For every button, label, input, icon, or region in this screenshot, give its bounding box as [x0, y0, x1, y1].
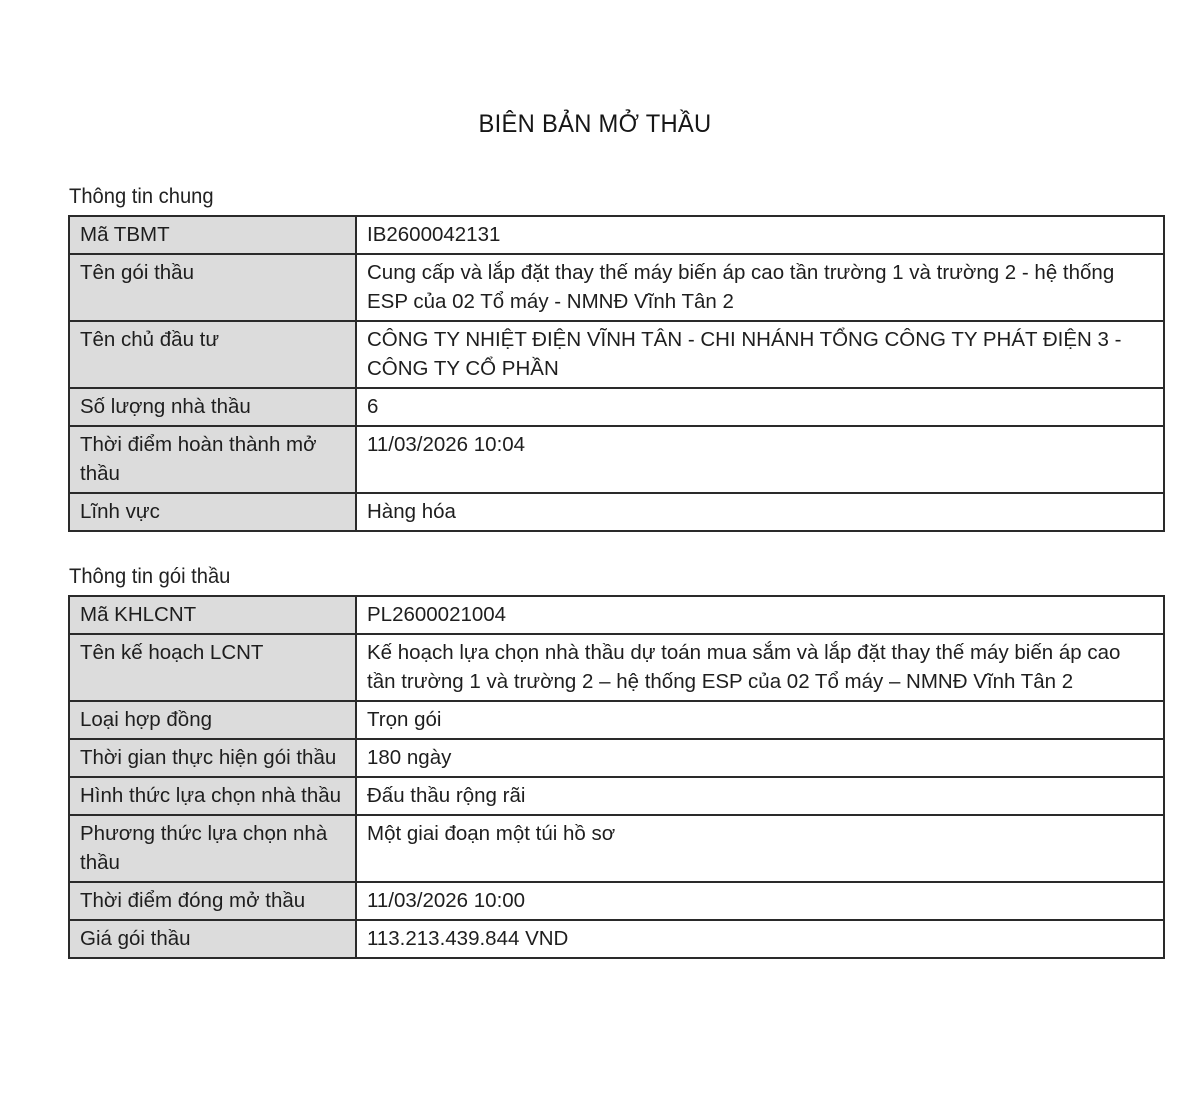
- row-label: Tên chủ đầu tư: [69, 321, 356, 388]
- package-info-table: [68, 595, 1165, 959]
- row-value: 180 ngày: [356, 739, 1164, 777]
- row-label: Thời điểm hoàn thành mở thầu: [69, 426, 356, 493]
- document-title: BIÊN BẢN MỞ THẦU: [478, 110, 712, 138]
- row-value: CÔNG TY NHIỆT ĐIỆN VĨNH TÂN - CHI NHÁNH TỔNG CÔNG TY PHÁT ĐIỆN 3 - CÔNG TY CỔ PHẦN: [356, 321, 1164, 388]
- row-value: Trọn gói: [356, 701, 1164, 739]
- row-label: Số lượng nhà thầu: [69, 388, 356, 426]
- row-label: Mã TBMT: [69, 216, 356, 254]
- table-row-thoi-diem-hoan-thanh: [69, 426, 1164, 493]
- row-label: Loại hợp đồng: [69, 701, 356, 739]
- row-value: 113.213.439.844 VND: [356, 920, 1164, 958]
- table-row-so-luong-nha-thau: [69, 388, 1164, 426]
- row-label: Thời điểm đóng mở thầu: [69, 882, 356, 920]
- package-info-heading: Thông tin gói thầu: [69, 565, 231, 588]
- row-value: 11/03/2026 10:00: [356, 882, 1164, 920]
- row-value: 11/03/2026 10:04: [356, 426, 1164, 493]
- row-value: Cung cấp và lắp đặt thay thế máy biến áp cao tần trường 1 và trường 2 - hệ thống ESP của 02 Tổ máy - NMNĐ Vĩnh Tân 2: [356, 254, 1164, 321]
- table-row-ten-ke-hoach: [69, 634, 1164, 701]
- row-label: Thời gian thực hiện gói thầu: [69, 739, 356, 777]
- row-label: Hình thức lựa chọn nhà thầu: [69, 777, 356, 815]
- table-row-phuong-thuc-lua-chon: [69, 815, 1164, 882]
- row-label: Phương thức lựa chọn nhà thầu: [69, 815, 356, 882]
- row-value: PL2600021004: [356, 596, 1164, 634]
- table-row-hinh-thuc-lua-chon: [69, 777, 1164, 815]
- table-row-gia-goi-thau: [69, 920, 1164, 958]
- row-label: Tên gói thầu: [69, 254, 356, 321]
- general-info-table: [68, 215, 1165, 532]
- row-value: Kế hoạch lựa chọn nhà thầu dự toán mua sắm và lắp đặt thay thế máy biến áp cao tần trường 1 và trường 2 – hệ thống ESP của 02 Tổ máy – NMNĐ Vĩnh Tân 2: [356, 634, 1164, 701]
- table-row-ten-goi-thau: [69, 254, 1164, 321]
- row-label: Lĩnh vực: [69, 493, 356, 531]
- row-label: Giá gói thầu: [69, 920, 356, 958]
- row-label: Mã KHLCNT: [69, 596, 356, 634]
- table-row-thoi-gian-thuc-hien: [69, 739, 1164, 777]
- row-value: Hàng hóa: [356, 493, 1164, 531]
- row-label: Tên kế hoạch LCNT: [69, 634, 356, 701]
- table-row-ma-tbmt: [69, 216, 1164, 254]
- table-row-thoi-diem-dong-mo-thau: [69, 882, 1164, 920]
- table-row-ten-chu-dau-tu: [69, 321, 1164, 388]
- general-info-heading: Thông tin chung: [69, 185, 214, 208]
- row-value: IB2600042131: [356, 216, 1164, 254]
- table-row-ma-khlcnt: [69, 596, 1164, 634]
- table-row-loai-hop-dong: [69, 701, 1164, 739]
- row-value: Một giai đoạn một túi hồ sơ: [356, 815, 1164, 882]
- table-row-linh-vuc: [69, 493, 1164, 531]
- row-value: Đấu thầu rộng rãi: [356, 777, 1164, 815]
- row-value: 6: [356, 388, 1164, 426]
